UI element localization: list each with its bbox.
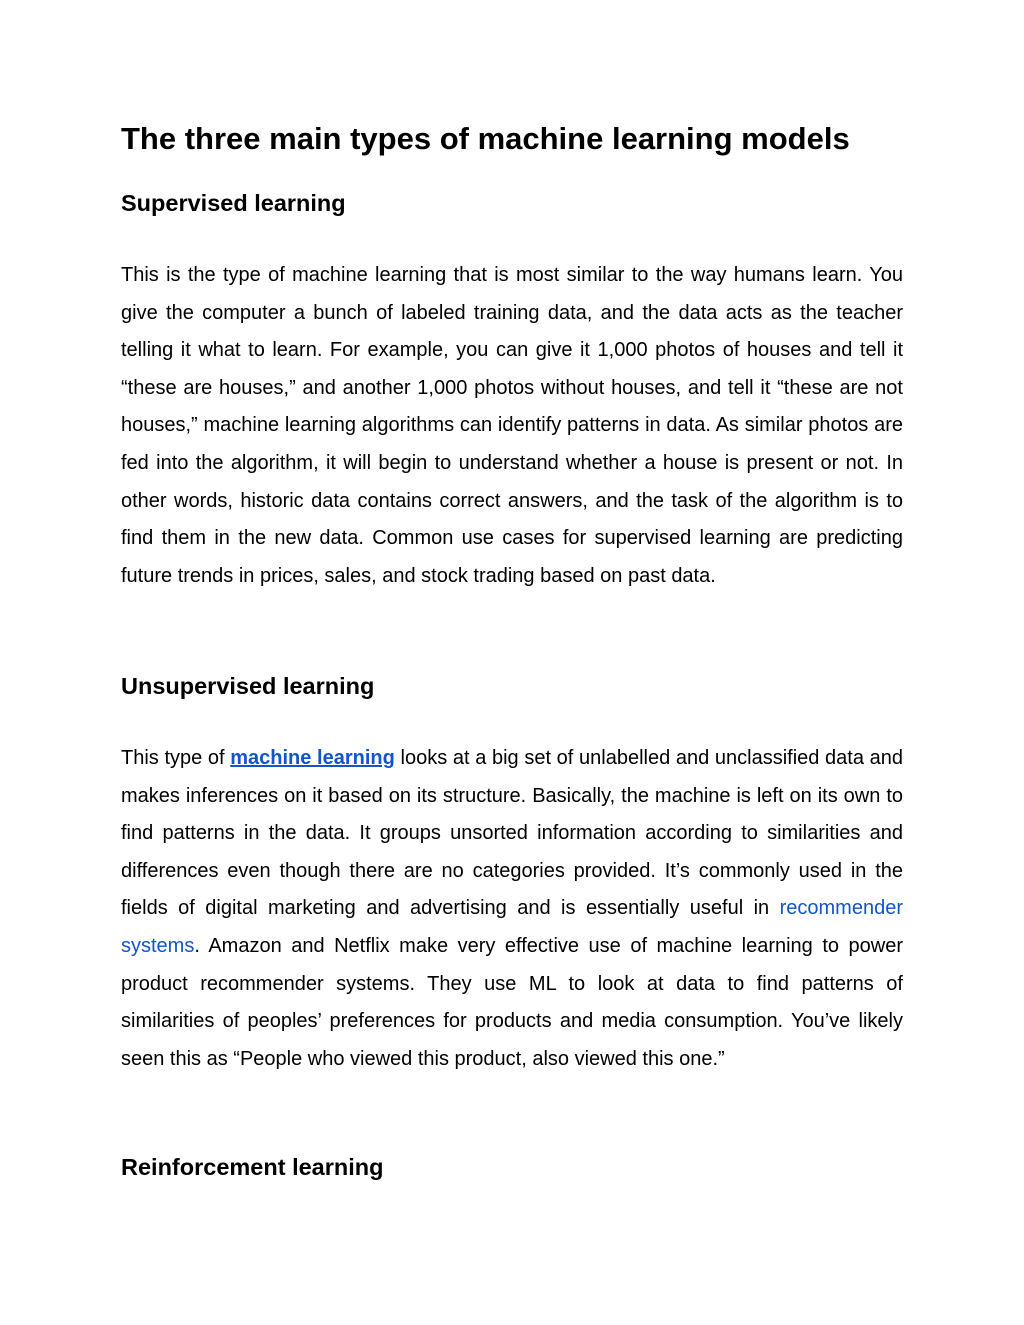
section-heading-supervised: Supervised learning xyxy=(121,190,346,216)
body-text: looks at a big set of unlabelled and unclassified data and makes inferences on it based on its structure. Basically, the machine is left on its own to find patterns in the data. It groups unsorted information according to similarities and differences even though there are no categories provided. It’s commonly used in the fields of digital marketing and advertising and is essentially useful in xyxy=(121,747,904,920)
section-body-supervised: This is the type of machine learning that is most similar to the way humans learn. You give the computer a bunch of labeled training data, and the data acts as the teacher telling it what to learn. For example, you can give it 1,000 photos of houses and tell it “these are houses,” and another 1,000 photos without houses, and tell it “these are not houses,” machine learning algorithms can identify patterns in data. As similar photos are fed into the algorithm, it will begin to understand whether a house is present or not. In other words, historic data contains correct answers, and the task of the algorithm is to find them in the new data. Common use cases for supervised learning are predicting future trends in prices, sales, and stock trading based on past data. xyxy=(121,264,903,587)
section-heading-unsupervised: Unsupervised learning xyxy=(121,673,375,699)
page-title: The three main types of machine learning models xyxy=(121,121,850,156)
body-text: . Amazon and Netflix make very effective use of machine learning to power product recommender systems. They use ML to look at data to find patterns of similarities of peoples’ preferences for products and media consumption. You’ve likely seen this as “People who viewed this product, also viewed this one.” xyxy=(121,934,903,1070)
machine-learning-link[interactable]: machine learning xyxy=(230,747,395,769)
recommender-systems-link[interactable]: recommender systems xyxy=(121,897,903,957)
body-text: This type of xyxy=(121,747,231,769)
section-heading-reinforcement: Reinforcement learning xyxy=(121,1154,384,1180)
section-body-unsupervised xyxy=(121,740,903,1078)
